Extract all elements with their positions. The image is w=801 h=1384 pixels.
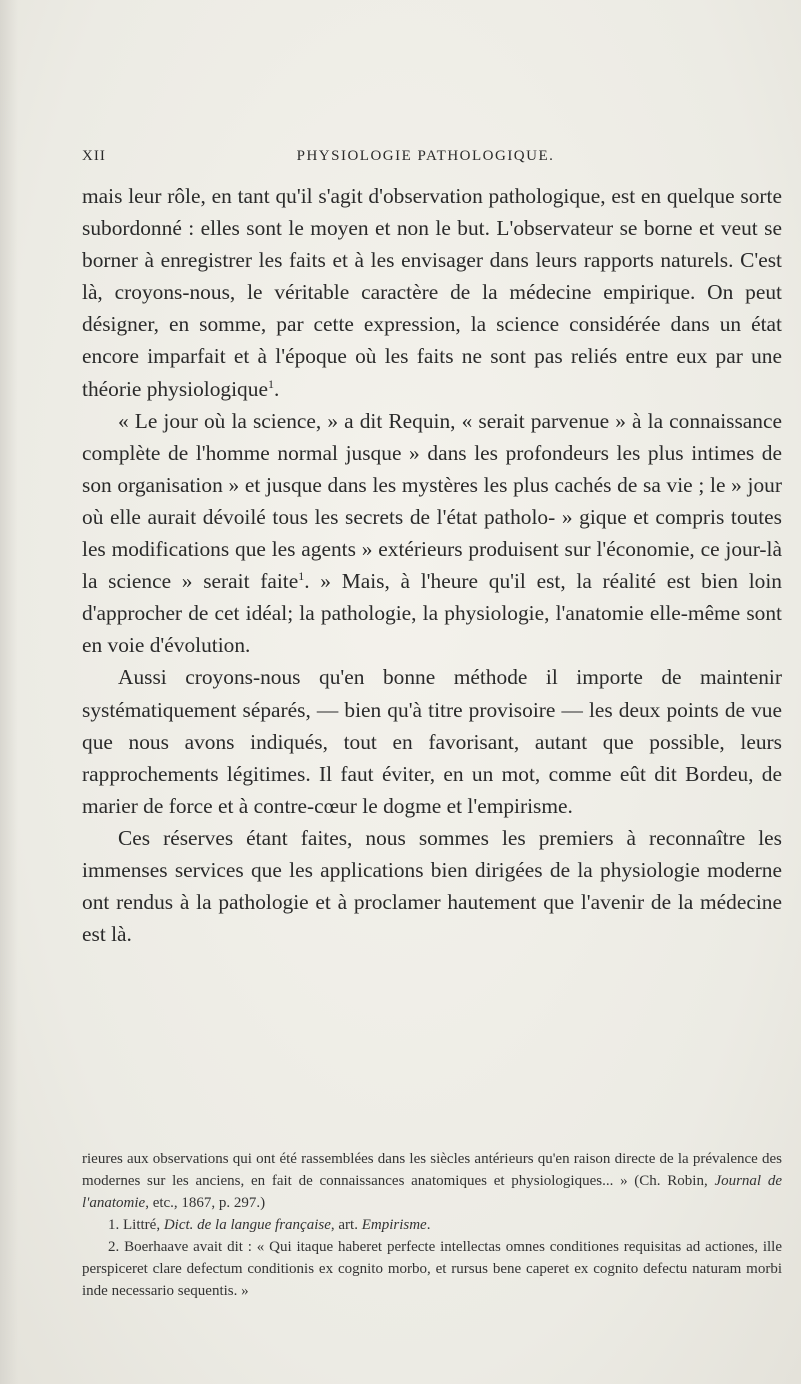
main-text xyxy=(82,180,782,950)
footnote-continued-text: rieures aux observations qui ont été rassemblées dans les siècles antérieurs qu'en raison directe de la prévalence des modernes sur les anciens, en fait de connaissances anatomiques et physiologiques... » (Ch. Robin, xyxy=(82,1151,782,1189)
footnote-continued-end: , etc., 1867, p. 297.) xyxy=(145,1195,266,1211)
paragraph-2-text: . » Mais, à l'heure qu'il est, la réalité est bien loin d'approcher de cet idéal; la pathologie, la physiologie, l'anatomie elle-même sont en voie d'évolution. xyxy=(82,569,782,658)
footnote-1-number: 1. Littré, xyxy=(108,1217,164,1233)
footnote-ref-1: 1 xyxy=(267,376,274,391)
paragraph-1-text: mais leur rôle, en tant qu'il s'agit d'observation pathologique, est en quelque sorte subordonné : elles sont le moyen et non le but. L'observateur se borne et veut se borner à enregistrer les faits et à les envisager dans leurs rapports naturels. C'est là, croyons-nous, le véritable caractère de la médecine empirique. On peut désigner, en somme, par cette expression, la science considérée dans un état encore imparfait et à l'époque où les faits ne sont pas reliés entre eux par une théorie physiologique xyxy=(82,184,782,401)
page-header xyxy=(60,148,761,172)
footnote-ref-2: 1 xyxy=(298,569,305,583)
footnote-1 xyxy=(82,1214,782,1236)
paragraph-1 xyxy=(82,180,782,405)
footnote-continued xyxy=(82,1148,782,1214)
paragraph-2-quote xyxy=(82,405,782,662)
running-title: PHYSIOLOGIE PATHOLOGIQUE. xyxy=(296,148,555,164)
footnote-1-end: . xyxy=(426,1217,431,1233)
footnote-2: 2. Boerhaave avait dit : « Qui itaque haberet perfecte intellectas omnes conditiones requisitas ad actiones, ille perspiceret clare defectum conditionis ex cognito morbo, et rursus bene caperet ex cognito defectu naturam morbi inde necessario sequentis. » xyxy=(82,1239,782,1299)
page-edge-shadow xyxy=(0,0,18,1384)
quote-requin: « Le jour où la science, » a dit Requin, « serait parvenue » à la connaissance complète de l'homme normal jusque » dans les profondeurs les plus intimes de son organisation » et jusque dans les mystères les plus cachés de sa vie ; le » jour où elle aurait dévoilé tous les secrets de l'état patholo- » gique et compris toutes les modifications que les agents » extérieurs produisent sur l'économie, ce jour-là la science » serait faite xyxy=(82,408,782,594)
paragraph-4: Ces réserves étant faites, nous sommes les premiers à reconnaître les immenses services que les applications bien dirigées de la physiologie moderne ont rendus à la pathologie et à proclamer hautement que l'avenir de la médecine est là. xyxy=(82,825,782,947)
page-number: XII xyxy=(82,148,106,164)
paragraph-1-end: . xyxy=(273,376,280,401)
footnote-1-art-label: , art. xyxy=(330,1217,362,1233)
footnotes xyxy=(82,1148,782,1302)
footnote-1-article: Empirisme xyxy=(361,1217,427,1233)
footnote-1-title: Dict. de la langue française xyxy=(163,1217,331,1233)
footnote-journal-title: Journal de l'anatomie xyxy=(82,1173,782,1211)
paragraph-3: Aussi croyons-nous qu'en bonne méthode il importe de maintenir systématiquement séparés, — bien qu'à titre provisoire — les deux points de vue que nous avons indiqués, tout en favorisant, autant que possible, leurs rapprochements légitimes. Il faut éviter, en un mot, comme eût dit Bordeu, de marier de force et à contre-cœur le dogme et l'empirisme. xyxy=(82,665,782,818)
